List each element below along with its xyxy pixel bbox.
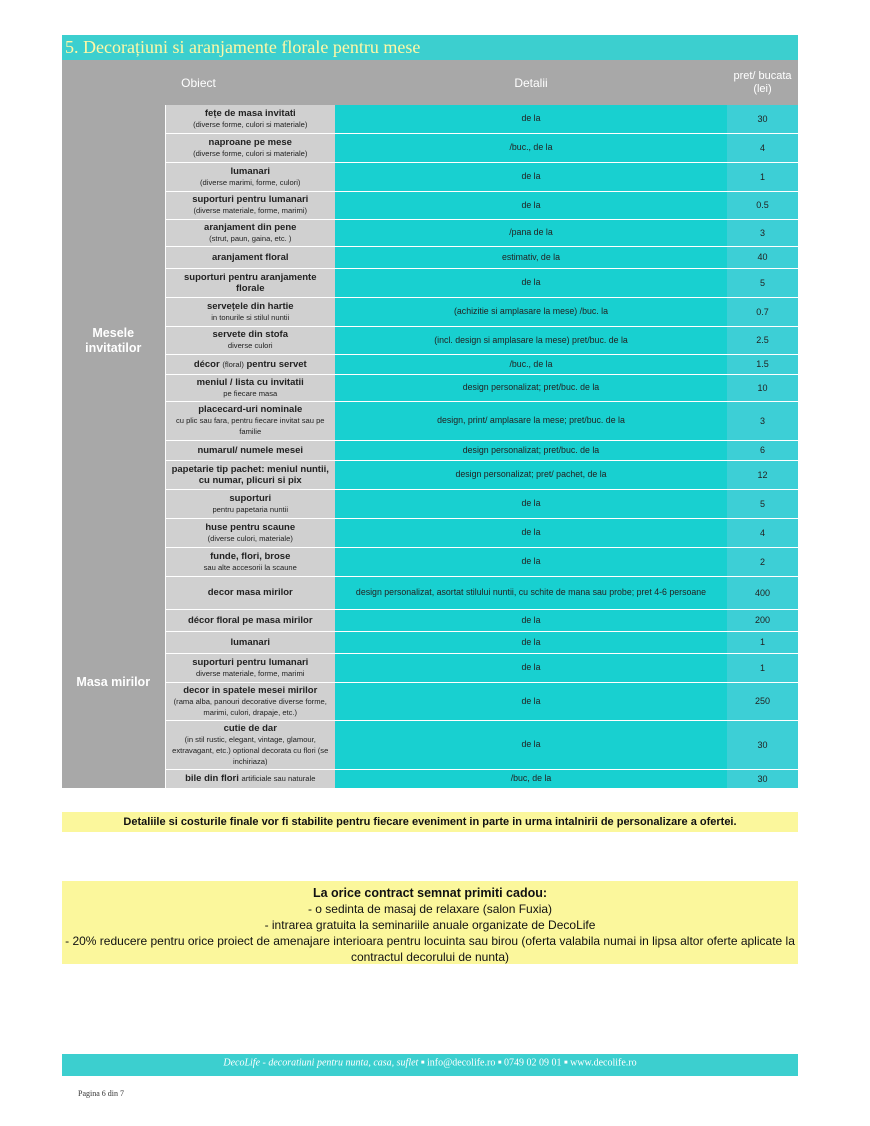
table-row [62, 219, 798, 246]
group-label-line1: Mesele [92, 325, 135, 340]
item-details: (achizitie si amplasare la mese) /buc. la [335, 297, 727, 326]
item-price: 2.5 [727, 326, 798, 354]
table-row [62, 246, 798, 268]
item-details: de la [335, 489, 727, 518]
gift-line-1: - o sedinta de masaj de relaxare (salon Fuxia) [307, 902, 553, 916]
item-subtitle: (diverse materiale, forme, marimi) [193, 206, 307, 215]
item-details: /buc., de la [335, 354, 727, 374]
item-name-text: décor floral pe masa mirilor [187, 614, 313, 626]
item-subtitle: (diverse culori, materiale) [207, 533, 293, 543]
item-details: /buc, de la [335, 769, 727, 788]
item-name [169, 359, 333, 370]
item-price: 5 [727, 489, 798, 518]
item-price: 1 [727, 631, 798, 653]
table-row [62, 440, 798, 460]
item-details: de la [335, 105, 727, 133]
gift-title: La orice contract semnat primiti cadou: [312, 886, 548, 900]
item-details: design personalizat; pret/buc. de la [335, 374, 727, 401]
item-details: de la [335, 518, 727, 547]
item-subtitle: sau alte accesorii la scaune [203, 562, 297, 572]
item-subtitle: in tonurile si stilul nuntii [211, 312, 290, 322]
item-name-text: meniul / lista cu invitatii [196, 376, 304, 388]
item-name-note: artificiale sau naturale [241, 774, 316, 783]
header-price [727, 60, 798, 105]
item-details: /buc., de la [335, 133, 727, 162]
item-name [169, 551, 333, 562]
item-price: 0.7 [727, 297, 798, 326]
table-row [62, 326, 798, 354]
footer-phone: 0749 02 09 01 [503, 1057, 562, 1069]
table-row [62, 609, 798, 631]
header-price-line2: (lei) [753, 82, 772, 95]
item-name-text: servete din stofa [212, 329, 288, 340]
item-details: de la [335, 268, 727, 297]
table-row [62, 297, 798, 326]
item-cell [165, 191, 335, 219]
item-details: estimativ, de la [335, 246, 727, 268]
item-cell [165, 133, 335, 162]
item-details: de la [335, 547, 727, 576]
item-name [169, 108, 333, 119]
item-price: 3 [727, 401, 798, 440]
group-label-2 [62, 576, 165, 788]
item-name-text: decor masa mirilor [207, 587, 293, 598]
item-name [169, 464, 333, 486]
table-row [62, 518, 798, 547]
item-subtitle: cu plic sau fara, pentru fiecare invitat sau pe familie [175, 416, 325, 436]
item-details: de la [335, 191, 727, 219]
item-cell [165, 769, 335, 788]
item-cell [165, 374, 335, 401]
item-price: 6 [727, 440, 798, 460]
separator-square-icon: ■ [497, 1060, 502, 1066]
item-price: 3 [727, 219, 798, 246]
item-name [169, 773, 333, 784]
item-subtitle: (diverse marimi, forme, culori) [200, 177, 301, 187]
item-name-text: fețe de masa invitati [204, 107, 296, 119]
pricing-table [62, 60, 798, 789]
final-details-note: Detaliile si costurile finale vor fi stabilite pentru fiecare eveniment in parte in urma intalnirii de personalizare a ofertei. [62, 812, 798, 832]
footer-bar [62, 1054, 798, 1076]
item-name-note: (floral) [222, 359, 244, 369]
item-price: 2 [727, 547, 798, 576]
item-name-text: placecard-uri nominale [198, 404, 303, 415]
item-name-after: pentru servet [246, 358, 307, 370]
item-price: 1 [727, 653, 798, 682]
item-name-text: aranjament din pene [204, 221, 297, 233]
section-title: 5. Decorațiuni si aranjamente florale pentru mese [62, 35, 798, 60]
item-subtitle: pentru papetaria nuntii [212, 504, 289, 514]
item-cell [165, 354, 335, 374]
item-name [169, 685, 333, 696]
item-name-text: suporturi pentru aranjamente florale [184, 271, 317, 294]
item-price: 40 [727, 246, 798, 268]
table-row [62, 401, 798, 440]
item-cell [165, 720, 335, 769]
item-name-text: huse pentru scaune [205, 521, 296, 533]
item-name [169, 723, 333, 734]
table-row [62, 547, 798, 576]
item-name-text: suporturi pentru lumanari [192, 194, 309, 205]
item-name [169, 657, 333, 668]
item-name [169, 272, 333, 294]
item-details: design personalizat; pret/ pachet, de la [335, 460, 727, 489]
gift-offer-box [62, 881, 798, 964]
item-name [169, 493, 333, 504]
item-price: 250 [727, 682, 798, 720]
item-price: 30 [727, 105, 798, 133]
item-name-text: numarul/ numele mesei [197, 444, 304, 456]
item-details: design, print/ amplasare la mese; pret/buc. de la [335, 401, 727, 440]
footer-tagline: DecoLife - decoratiuni pentru nunta, casa, suflet [223, 1057, 419, 1069]
item-name-text: cutie de dar [223, 722, 277, 734]
item-name [169, 587, 333, 598]
table-row [62, 105, 798, 133]
item-price: 10 [727, 374, 798, 401]
item-name [169, 404, 333, 415]
item-name-text: naproane pe mese [208, 136, 292, 148]
group-label-line2: invitatilor [85, 340, 142, 355]
item-subtitle: (rama alba, panouri decorative diverse forme, marimi, culori, drapaje, etc.) [173, 696, 327, 717]
page-number: Pagina 6 din 7 [78, 1089, 124, 1098]
item-cell [165, 105, 335, 133]
item-details: de la [335, 609, 727, 631]
item-price: 12 [727, 460, 798, 489]
table-row [62, 720, 798, 769]
separator-square-icon: ■ [563, 1060, 568, 1066]
table-row [62, 191, 798, 219]
table-row [62, 489, 798, 518]
item-cell [165, 609, 335, 631]
item-name-text: suporturi pentru lumanari [192, 656, 309, 668]
item-price: 1 [727, 162, 798, 191]
table-row [62, 162, 798, 191]
item-cell [165, 547, 335, 576]
item-subtitle: diverse materiale, forme, marimi [196, 668, 305, 678]
item-details: de la [335, 162, 727, 191]
item-name-text: bile din flori [185, 773, 239, 784]
table-row [62, 460, 798, 489]
item-price: 400 [727, 576, 798, 609]
item-name [169, 522, 333, 533]
group-label-line1: Masa mirilor [76, 674, 151, 689]
item-details: (incl. design si amplasare la mese) pret/buc. de la [335, 326, 727, 354]
item-cell [165, 246, 335, 268]
gift-line-3: - 20% reducere pentru orice proiect de amenajare interioara pentru locuinta sau birou (oferta valabila numai in lipsa altor oferte aplicate la contractul decorului de nunta) [65, 934, 795, 964]
gift-line-2: - intrarea gratuita la seminariile anuale organizate de DecoLife [264, 918, 596, 932]
item-name-text: decor in spatele mesei mirilor [183, 684, 318, 696]
item-price: 1.5 [727, 354, 798, 374]
item-cell [165, 631, 335, 653]
item-price: 30 [727, 769, 798, 788]
item-cell [165, 653, 335, 682]
item-name [169, 637, 333, 648]
item-name-text: suporturi [229, 492, 272, 504]
item-cell [165, 682, 335, 720]
item-price: 0.5 [727, 191, 798, 219]
item-cell [165, 489, 335, 518]
table-row [62, 769, 798, 788]
item-price: 5 [727, 268, 798, 297]
table-body [62, 105, 798, 788]
item-name-text: lumanari [230, 636, 271, 648]
item-subtitle: (in stil rustic, elegant, vintage, glamour, extravagant, etc.) optional decorata cu flori (se inchiriaza) [172, 734, 329, 766]
footer-email[interactable]: info@decolife.ro [426, 1057, 496, 1069]
item-name-text: décor [193, 358, 220, 370]
item-subtitle: (strut, paun, gaina, etc. ) [209, 233, 292, 243]
separator-square-icon: ■ [420, 1060, 425, 1066]
item-price: 4 [727, 518, 798, 547]
item-price: 4 [727, 133, 798, 162]
item-price: 30 [727, 720, 798, 769]
header-details: Detalii [335, 60, 727, 105]
item-details: de la [335, 682, 727, 720]
item-details: design personalizat; pret/buc. de la [335, 440, 727, 460]
item-details: de la [335, 653, 727, 682]
item-name [169, 222, 333, 233]
item-cell [165, 268, 335, 297]
item-name [169, 329, 333, 340]
item-name [169, 137, 333, 148]
item-name-text: funde, flori, brose [210, 550, 291, 562]
group-label-1 [62, 105, 165, 576]
item-details: de la [335, 720, 727, 769]
table-row [62, 576, 798, 609]
item-name [169, 252, 333, 263]
item-name-text: aranjament floral [211, 251, 289, 263]
item-details: design personalizat, asortat stilului nuntii, cu schite de mana sau probe; pret 4-6 persoane [335, 576, 727, 609]
item-cell [165, 326, 335, 354]
item-name-text: papetarie tip pachet: meniul nuntii, cu numar, plicuri si pix [171, 463, 329, 486]
item-name [169, 194, 333, 205]
item-name [169, 377, 333, 388]
item-cell [165, 440, 335, 460]
table-row [62, 354, 798, 374]
item-name [169, 166, 333, 177]
item-subtitle: (diverse forme, culori si materiale) [193, 119, 308, 129]
item-price: 200 [727, 609, 798, 631]
item-details: de la [335, 631, 727, 653]
footer-website[interactable]: www.decolife.ro [570, 1057, 637, 1069]
item-details: /pana de la [335, 219, 727, 246]
item-cell [165, 401, 335, 440]
item-subtitle: (diverse forme, culori si materiale) [193, 148, 308, 158]
item-name [169, 445, 333, 456]
item-cell [165, 297, 335, 326]
item-name [169, 615, 333, 626]
header-price-line1: pret/ bucata [733, 69, 792, 82]
item-cell [165, 576, 335, 609]
item-cell [165, 219, 335, 246]
header-object: Obiect [62, 60, 335, 105]
item-cell [165, 162, 335, 191]
item-subtitle: pe fiecare masa [223, 388, 278, 398]
table-row [62, 631, 798, 653]
table-row [62, 682, 798, 720]
table-row [62, 653, 798, 682]
table-row [62, 374, 798, 401]
item-subtitle: diverse culori [227, 341, 273, 350]
table-row [62, 268, 798, 297]
table-row [62, 133, 798, 162]
item-name [169, 301, 333, 312]
item-name-text: lumanari [230, 165, 271, 177]
item-cell [165, 460, 335, 489]
table-header-row [62, 60, 798, 105]
item-cell [165, 518, 335, 547]
item-name-text: servețele din hartie [206, 300, 294, 312]
